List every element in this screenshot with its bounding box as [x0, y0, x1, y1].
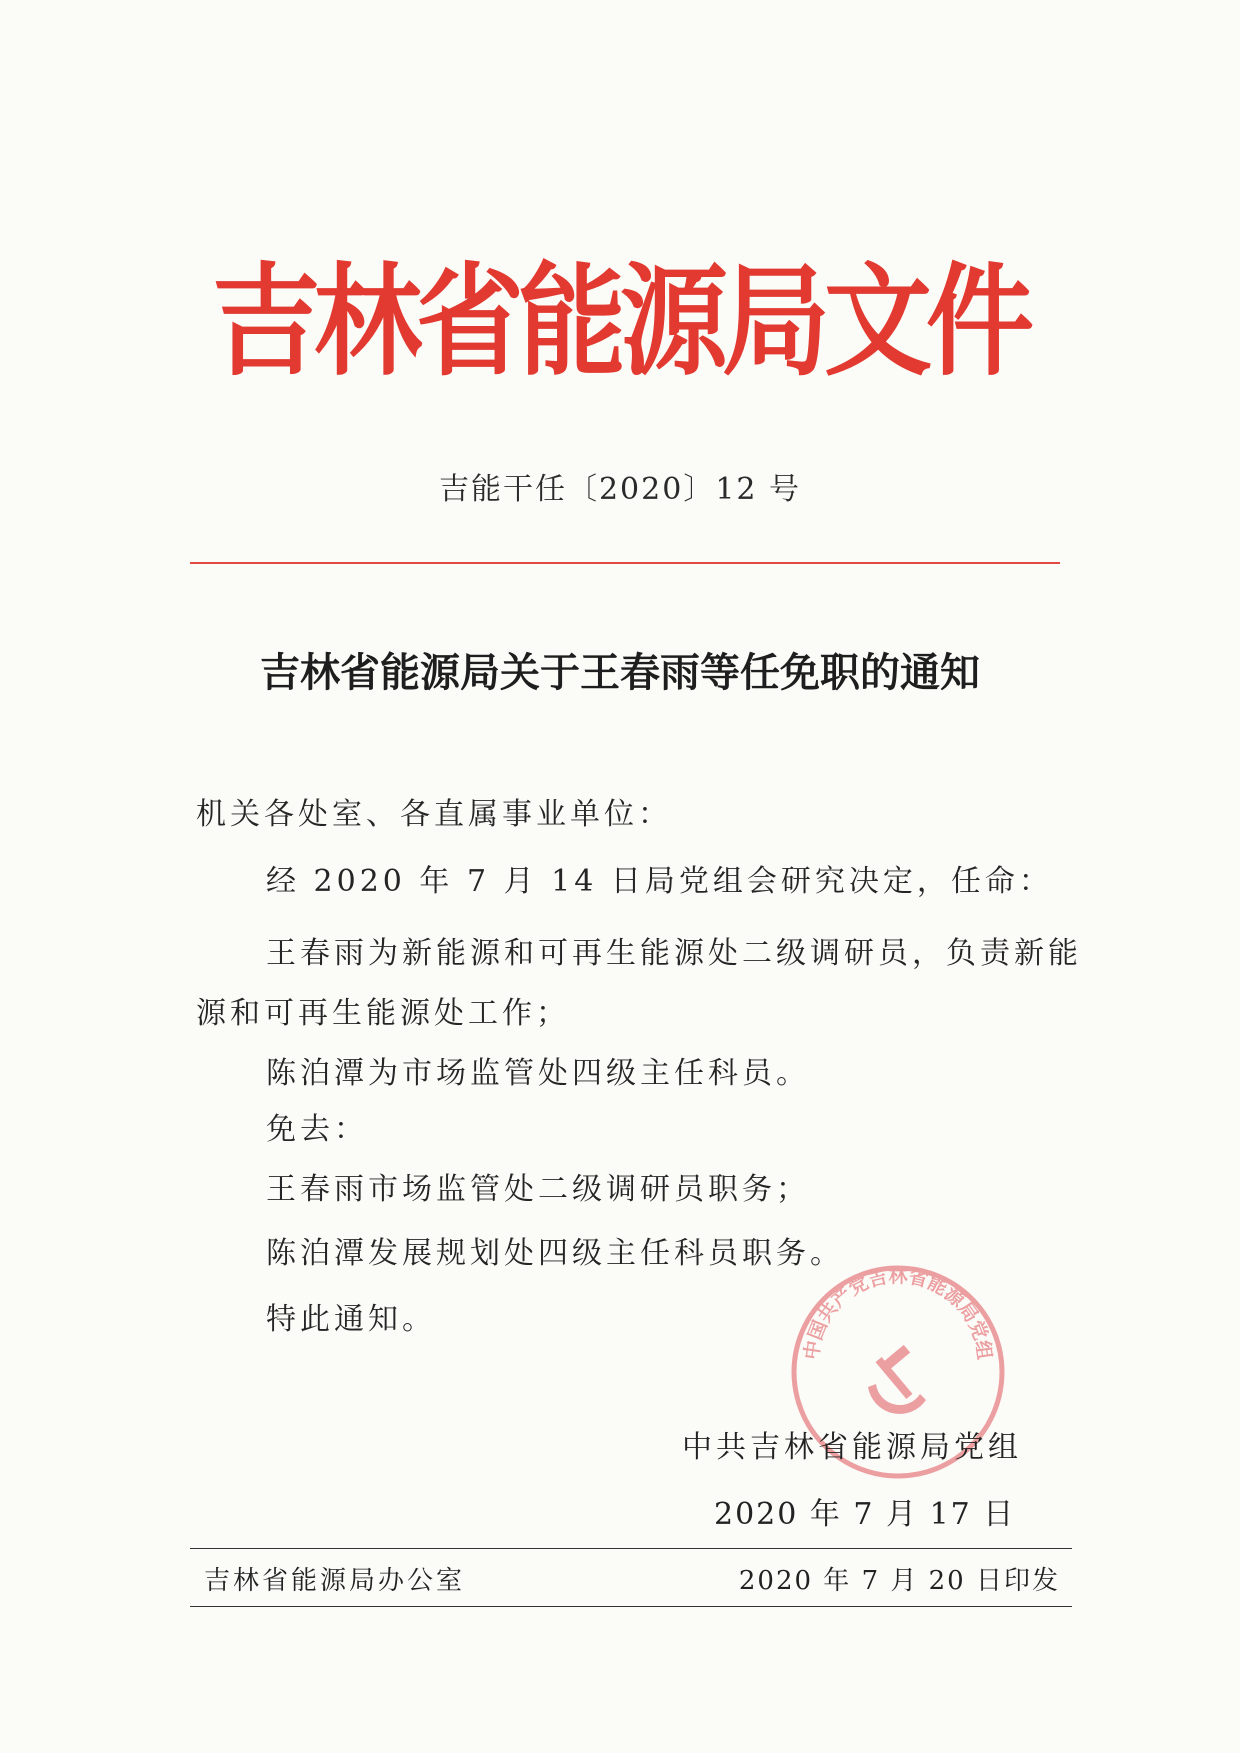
body-closing: 特此通知。 [266, 1302, 436, 1337]
header-red-divider [190, 562, 1060, 564]
body-paragraph-decision: 经 2020 年 7 月 14 日局党组会研究决定，任命： [266, 864, 1053, 899]
salutation: 机关各处室、各直属事业单位： [196, 797, 672, 832]
footer-top-rule [190, 1548, 1072, 1549]
body-paragraph-removal-heading: 免去： [266, 1112, 368, 1147]
body-paragraph-appointment-1: 王春雨为新能源和可再生能源处二级调研员，负责新能 [266, 936, 1082, 971]
hammer-sickle-icon [868, 1345, 926, 1414]
seal-text: 中国共产党吉林省能源局党组 [800, 1265, 996, 1362]
footer-print-date: 2020 年 7 月 20 日印发 [738, 1566, 1060, 1596]
signature-date: 2020 年 7 月 17 日 [714, 1497, 1016, 1532]
body-paragraph-removal-1: 王春雨市场监管处二级调研员职务； [266, 1172, 810, 1207]
footer-bottom-rule [190, 1606, 1072, 1607]
document-header-title: 吉林省能源局文件 [211, 252, 1028, 393]
document-number: 吉能干任〔2020〕12 号 [438, 472, 802, 507]
body-paragraph-removal-2: 陈泊潭发展规划处四级主任科员职务。 [266, 1236, 844, 1271]
body-paragraph-appointment-2: 陈泊潭为市场监管处四级主任科员。 [266, 1056, 810, 1091]
svg-text:中国共产党吉林省能源局党组 [800, 1264, 996, 1361]
body-paragraph-appointment-1-cont: 源和可再生能源处工作； [196, 996, 570, 1031]
footer-issuer: 吉林省能源局办公室 [204, 1566, 466, 1596]
signature-organization: 中共吉林省能源局党组 [682, 1430, 1022, 1465]
notice-title: 吉林省能源局关于王春雨等任免职的通知 [260, 649, 980, 696]
